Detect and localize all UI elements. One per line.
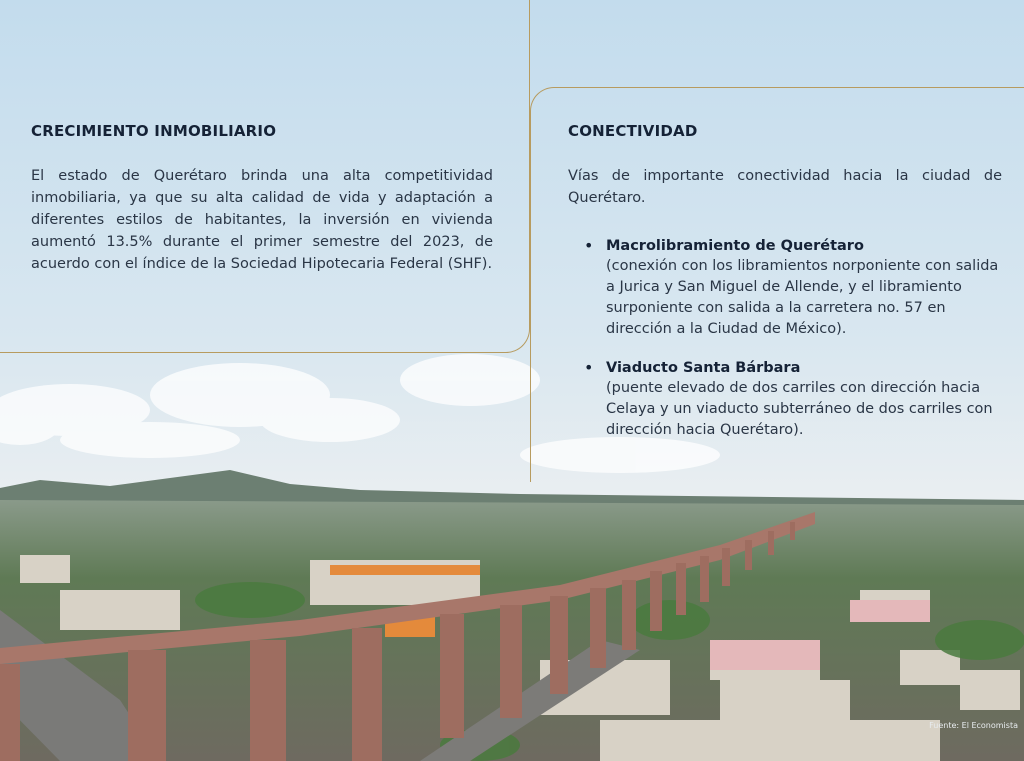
section-body: El estado de Querétaro brinda una alta competitividad inmobiliaria, ya que su alta calidad de vida y adaptación a diferentes estilos de habitantes, la inversión en vivienda aumentó 13.5% durante el primer semestre del 2023, de acuerdo con el índice de la Sociedad Hipotecaria Federal (SHF). — [31, 168, 493, 272]
list-item-title: Macrolibramiento de Querétaro — [606, 238, 864, 254]
section-heading: CONECTIVIDAD — [568, 122, 698, 140]
photo-credit: Fuente: El Economista — [929, 721, 1018, 730]
bullet-icon: • — [584, 358, 594, 377]
list-item-description: (conexión con los libramientos norponiente con salida a Jurica y San Miguel de Allende, y el libramiento surponiente con salida a la carretera no. 57 en dirección a la Ciudad de México). — [606, 258, 999, 337]
bullet-icon: • — [584, 236, 594, 255]
connectivity-list — [568, 236, 1002, 441]
list-item — [584, 236, 1002, 340]
list-item-description: (puente elevado de dos carriles con dirección hacia Celaya y un viaducto subterráneo de dos carriles con dirección hacia Querétaro). — [606, 380, 993, 438]
section-intro: Vías de importante conectividad hacia la ciudad de Querétaro. — [568, 168, 1002, 206]
section-heading: CRECIMIENTO INMOBILIARIO — [31, 122, 277, 140]
connectivity-panel — [530, 87, 1024, 482]
list-item — [584, 358, 1002, 441]
list-item-title: Viaducto Santa Bárbara — [606, 360, 801, 376]
real-estate-growth-panel — [0, 0, 530, 353]
